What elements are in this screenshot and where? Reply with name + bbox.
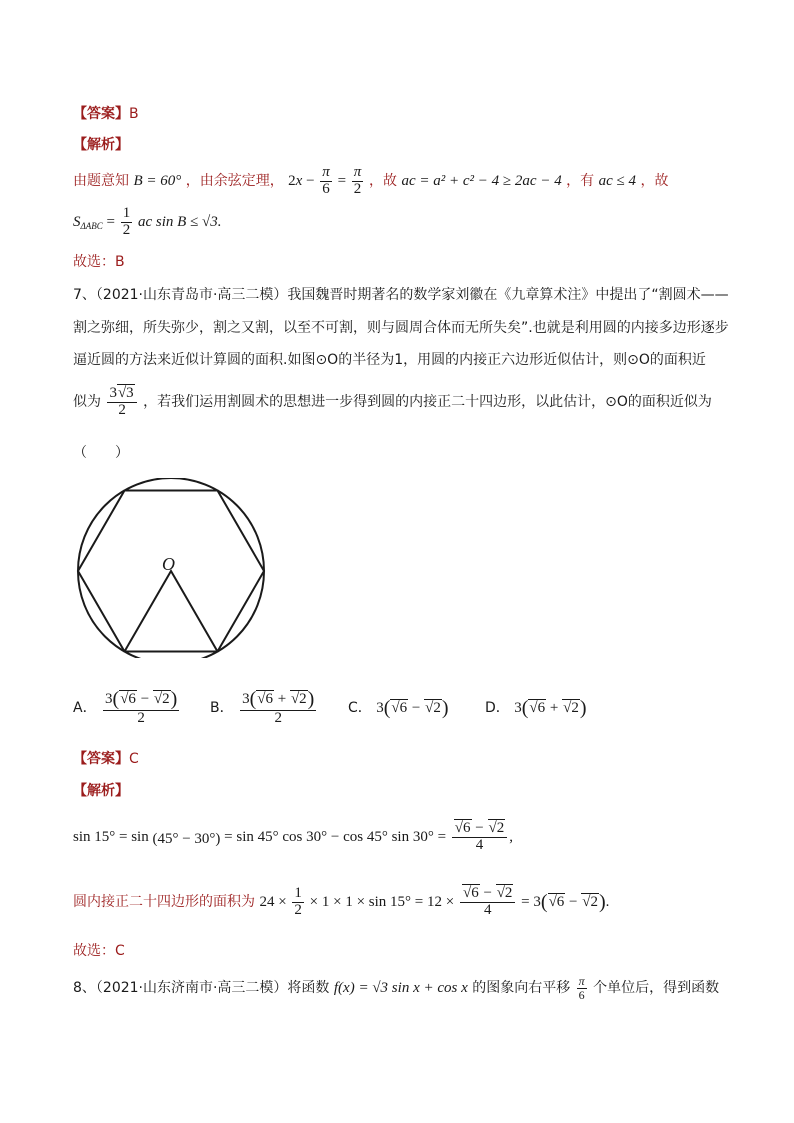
option-a <box>73 686 181 730</box>
answer-heading-q7 <box>73 748 139 768</box>
solution-line-1: sin 15° = sin (45° − 30°) = sin 45° cos 30° − cos 45° sin 30° = $\frac{√6 - √2}{4}$ , <box>73 820 513 854</box>
sol-text: × 1 × 1 × sin 15° = 12 × <box>309 894 455 910</box>
conclusion-q7: 故选：C <box>73 943 125 959</box>
answer-label: 【答案】 <box>73 751 129 767</box>
q7-stem-line-1: 7、（2021·山东青岛市·高三二模）我国魏晋时期著名的数学家刘徽在《九章算术注》中提出了“割圆术—— <box>73 287 729 303</box>
sol-text: sin 15° = sin <box>73 829 149 845</box>
analysis-text: ，由余弦定理， <box>185 173 284 189</box>
sol2-expression: 24 × $\frac{1}{2}$ × 1 × 1 × sin 15° = 12 × $\frac{√6 - √2}{4}$ = 3(√6 − √2). <box>259 885 610 919</box>
math-ac-bound: ac ≤ 4 <box>598 173 636 189</box>
math-b-angle: B = 60° <box>133 173 182 189</box>
math-shift: $\frac{\pi}{6}$ <box>578 973 585 1002</box>
answer-label: 【答案】 <box>73 106 129 122</box>
stem-text: 似为 <box>73 394 101 410</box>
analysis-text: ，故 <box>369 173 398 189</box>
analysis-heading-q6: 【解析】 <box>73 137 129 153</box>
q7-stem-line-3: 逼近圆的方法来近似计算圆的面积.如图⊙O的半径为1，用圆的内接正六边形近似估计，则⊙O的面积近 <box>73 352 706 368</box>
math-cosine-law: ac = a² + c² − 4 ≥ 2ac − 4 <box>401 173 562 189</box>
q7-stem-line-2: 割之弥细，所失弥少，割之又割，以至不可割，则与圆周合体而无所失矣”.也就是利用圆的内接多边形逐步 <box>73 320 729 336</box>
center-label: O <box>162 554 175 574</box>
answer-value: B <box>129 106 139 122</box>
area-formula: $S_{\Delta ABC}$ = $\frac{1}{2}$ ac sin B ≤ √3. <box>73 205 222 239</box>
option-c-expr: 3(√6 − √2) <box>376 697 449 719</box>
answer-heading-q6 <box>73 103 139 123</box>
option-label: C． <box>348 700 372 716</box>
stem-text: 个单位后，得到函数 <box>593 980 720 996</box>
stem-text: ，若我们运用割圆术的思想进一步得到圆的内接正二十四边形，以此估计，⊙O的面积近似为 <box>143 394 712 410</box>
option-d <box>485 697 587 720</box>
analysis-text: 由题意知 <box>73 173 129 189</box>
conclusion-q6: 故选：B <box>73 254 125 270</box>
option-label: B． <box>210 700 234 716</box>
analysis-text: ，有 <box>566 173 595 189</box>
sol-text: 圆内接正二十四边形的面积为 <box>73 894 255 910</box>
q8-stem-line-1 <box>73 968 719 1008</box>
math-hexagon-area: $\frac{3√3}{2}$ <box>107 386 136 419</box>
option-b-expr: $\frac{3(√6 + √2)}{2}$ <box>242 688 315 727</box>
stem-text: 8、（2021·山东济南市·高三二模）将函数 <box>73 980 330 996</box>
option-label: A． <box>73 700 97 716</box>
stem-text: 的图象向右平移 <box>472 980 571 996</box>
analysis-line-1 <box>73 164 668 198</box>
analysis-heading-q7: 【解析】 <box>73 783 129 799</box>
q7-blank: （ ） <box>73 445 129 461</box>
sol-text: 24 × <box>259 894 287 910</box>
math-function: f(x) = √3 sin x + cos x <box>333 980 468 996</box>
solution-line-2 <box>73 880 609 924</box>
math-equation-2x: 2x − $\frac{\pi}{6}$ = $\frac{\pi}{2}$ <box>288 164 362 198</box>
option-a-expr: $\frac{3(√6 - √2)}{2}$ <box>105 688 178 727</box>
triangle-sides <box>125 571 218 652</box>
option-d-expr: 3(√6 + √2) <box>514 697 587 719</box>
option-c <box>348 697 449 720</box>
option-b <box>210 686 318 730</box>
sol-text: = sin 45° cos 30° − cos 45° sin 30° = <box>224 829 447 845</box>
answer-value: C <box>129 751 139 767</box>
analysis-text: ，故 <box>640 173 669 189</box>
option-label: D． <box>485 700 510 716</box>
sol-text: = 3 <box>521 894 541 910</box>
sol-text: (45° − 30°) <box>152 831 221 847</box>
area-expression: ac sin B ≤ √3. <box>138 214 222 230</box>
circle-hexagon-figure <box>73 478 273 658</box>
q7-stem-line-4 <box>73 380 712 424</box>
